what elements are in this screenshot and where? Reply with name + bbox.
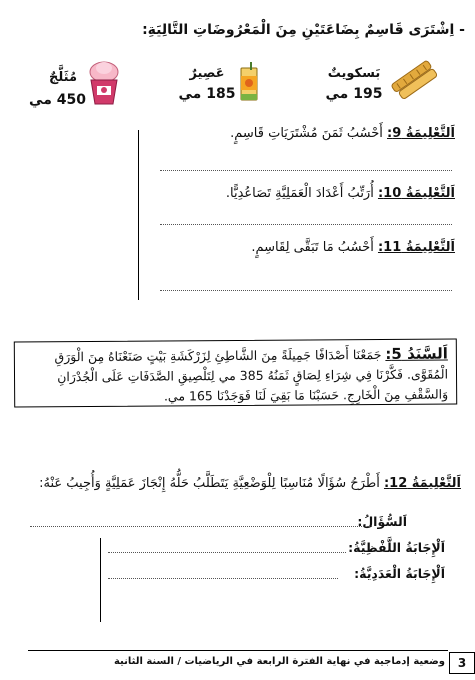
product-name: مُثَلَّجٌ	[48, 70, 78, 85]
numeric-answer-label: اَلْإِجَابَةُ الْعَدَدِيَّةُ:	[354, 566, 445, 581]
sanad-text: جَمَعْنَا أَصْدَافًا جَمِيلَةً مِنَ الشَّاطِئِ لِزَرْكَشَةِ بَيْتٍ صَنَعْنَاهُ مِنَ الْوَرَقِ الْمُقَوَّى. فَكَّرْنَا فِي شِرَاءِ لِصَاقٍ ثَمَنُهُ 385 مي لِتَلْصِيقِ الصَّدَفَاتِ عَلَى الْجُدْرَانِ وَالسَّقْفِ مِنَ الْخَارِجِ. حَسَبْنَا مَا بَقِيَ لَنَا فَوَجَدْنَا 165 مي.	[54, 346, 449, 404]
juice-box-icon	[238, 62, 260, 102]
numeric-answer-line	[108, 578, 338, 579]
ice-cream-icon	[86, 60, 122, 106]
task-label: اَلتَّعْلِيمَةُ 9:	[387, 126, 455, 141]
product-price: 195 مي	[325, 86, 383, 102]
answer-line	[160, 290, 452, 291]
product-name: عَصِيرٌ	[189, 66, 225, 81]
intro-text: - اِشْتَرَى قَاسِمٌ بِضَاعَتَيْنِ مِنَ الْمَعْرُوضَاتِ التَّالِيَةِ:	[142, 22, 465, 38]
task-text: أَطْرَحُ سُؤَالًا مُنَاسِبًا لِلْوَضْعِيَّةِ يَتَطَلَّبُ حَلُّهُ إِنْجَازَ عَمَلِيَّةٍ وَأُجِيبُ عَنْهُ:	[39, 476, 380, 491]
question-label: اَلسُّؤَالُ:	[357, 514, 407, 529]
task-9	[230, 126, 455, 141]
verbal-answer-line	[108, 552, 346, 553]
answer-line	[160, 224, 452, 225]
verbal-answer-label: اَلْإِجَابَةُ اللَّفْظِيَّةُ:	[348, 540, 445, 555]
answer-line	[160, 170, 452, 171]
task-11	[251, 240, 455, 255]
sanad-label: اَلسَّنَدُ 5:	[385, 344, 448, 363]
footer-text: وضعية إدماجية في نهاية الفترة الرابعة في الرياضيات / السنة الثانية	[113, 656, 445, 667]
biscuit-icon	[390, 58, 438, 102]
task-10	[226, 186, 455, 201]
answer-frame	[100, 538, 101, 622]
vertical-divider	[138, 130, 139, 300]
product-price: 450 مي	[29, 92, 86, 108]
task-12	[39, 476, 461, 491]
sanad-box	[14, 338, 457, 407]
task-label: اَلتَّعْلِيمَةُ 11:	[377, 240, 455, 255]
question-line	[30, 526, 372, 527]
task-text: أَحْسُبُ ثَمَنَ مُشْتَرَيَاتِ قَاسِمٍ.	[230, 126, 383, 141]
task-label: اَلتَّعْلِيمَةُ 10:	[377, 186, 455, 201]
task-text: أُرَتِّبُ أَعْدَادَ الْعَمَلِيَّةِ تَصَاعُدِيًّا.	[225, 186, 374, 201]
page-number: 3	[449, 652, 475, 674]
task-label: اَلتَّعْلِيمَةُ 12:	[383, 476, 461, 491]
footer-line	[28, 650, 448, 651]
product-name: بَسكويتٌ	[327, 66, 381, 81]
product-price: 185 مي	[178, 86, 236, 102]
task-text: أَحْسُبُ مَا تَبَقَّى لِقَاسِمٍ.	[251, 240, 374, 255]
